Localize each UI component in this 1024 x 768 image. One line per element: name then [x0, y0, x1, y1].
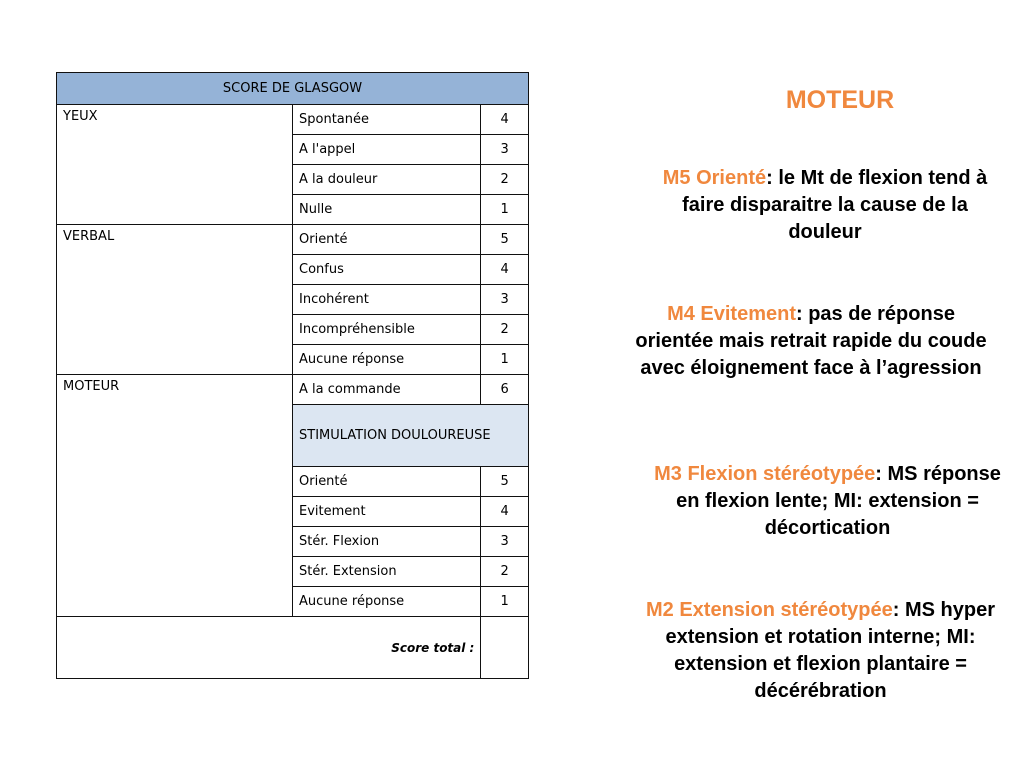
category-yeux: YEUX — [57, 105, 293, 225]
table-row — [57, 375, 529, 405]
total-value-cell — [481, 617, 529, 679]
table-row — [57, 225, 529, 255]
stimulation-subheader: STIMULATION DOULOUREUSE — [293, 405, 529, 467]
criterion-cell: Orienté — [293, 467, 481, 497]
category-verbal: VERBAL — [57, 225, 293, 375]
m5-description — [650, 165, 1000, 246]
total-row — [57, 617, 529, 679]
criterion-cell: Stér. Flexion — [293, 527, 481, 557]
total-label: Score total : — [57, 617, 481, 679]
score-cell: 4 — [481, 255, 529, 285]
m3-description — [640, 461, 1015, 542]
criterion-cell: A la douleur — [293, 165, 481, 195]
score-cell: 5 — [481, 225, 529, 255]
score-cell: 4 — [481, 497, 529, 527]
score-cell: 1 — [481, 195, 529, 225]
score-cell: 4 — [481, 105, 529, 135]
score-cell: 2 — [481, 165, 529, 195]
score-cell: 5 — [481, 467, 529, 497]
criterion-cell: Nulle — [293, 195, 481, 225]
m5-term: M5 Orienté — [662, 167, 767, 189]
criterion-cell: Incohérent — [293, 285, 481, 315]
table-row — [57, 105, 529, 135]
moteur-title: MOTEUR — [785, 86, 895, 114]
criterion-cell: Evitement — [293, 497, 481, 527]
m3-term: M3 Flexion stéréotypée — [654, 463, 876, 485]
score-cell: 6 — [481, 375, 529, 405]
m4-term: M4 Evitement — [667, 303, 796, 325]
table-header-row — [57, 73, 529, 105]
score-cell: 1 — [481, 587, 529, 617]
criterion-cell: A l'appel — [293, 135, 481, 165]
criterion-cell: Aucune réponse — [293, 587, 481, 617]
score-cell: 3 — [481, 135, 529, 165]
m4-description — [630, 301, 992, 382]
criterion-cell: Stér. Extension — [293, 557, 481, 587]
m4-text: : pas de réponse orientée mais retrait rapide du coude avec éloignement face à l’agression — [635, 303, 987, 379]
category-moteur: MOTEUR — [57, 375, 293, 617]
score-cell: 3 — [481, 285, 529, 315]
m2-text: : MS hyper extension et rotation interne; MI: extension et flexion plantaire = décérébration — [665, 599, 995, 702]
criterion-cell: A la commande — [293, 375, 481, 405]
score-cell: 3 — [481, 527, 529, 557]
m2-description — [628, 597, 1013, 705]
glasgow-score-table — [56, 72, 529, 679]
m2-term: M2 Extension stéréotypée — [646, 599, 893, 621]
criterion-cell: Orienté — [293, 225, 481, 255]
criterion-cell: Spontanée — [293, 105, 481, 135]
table-title: SCORE DE GLASGOW — [57, 73, 529, 105]
criterion-cell: Aucune réponse — [293, 345, 481, 375]
m3-text: : MS réponse en flexion lente; MI: extension = décortication — [676, 463, 1001, 539]
score-cell: 2 — [481, 557, 529, 587]
score-cell: 2 — [481, 315, 529, 345]
m5-text: : le Mt de flexion tend à faire disparaitre la cause de la douleur — [682, 167, 988, 243]
criterion-cell: Incompréhensible — [293, 315, 481, 345]
criterion-cell: Confus — [293, 255, 481, 285]
score-cell: 1 — [481, 345, 529, 375]
